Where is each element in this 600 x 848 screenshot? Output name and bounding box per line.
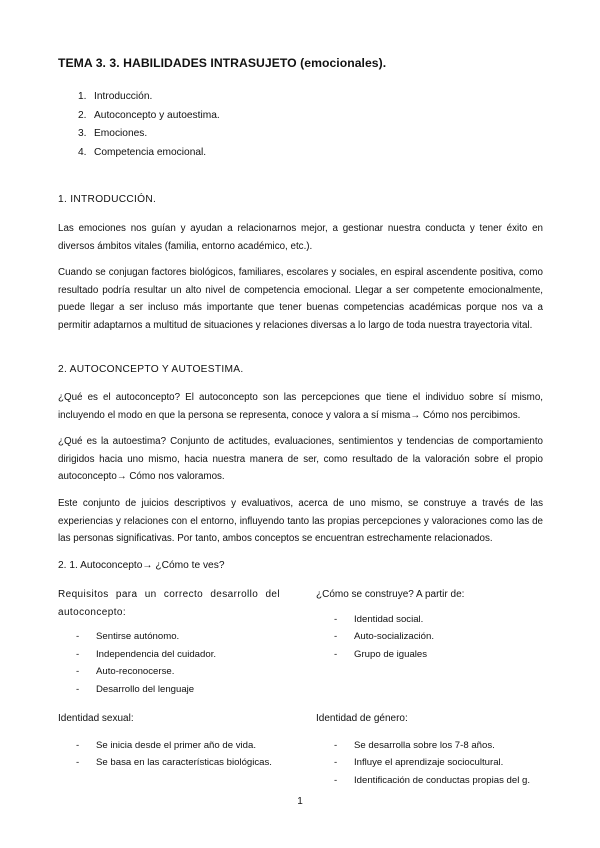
page-title: TEMA 3. 3. HABILIDADES INTRASUJETO (emocionales). (58, 56, 387, 70)
column-heading: ¿Cómo se construye? A partir de: (316, 589, 465, 600)
bullet-list (76, 628, 280, 698)
paragraph: Este conjunto de juicios descriptivos y evaluativos, acerca de uno mismo, se construye a través de las experiencias y relaciones con el entorno, influyendo tanto las propias percepciones y valoraciones como las de las personas significativas. Por tanto, ambos conceptos se encuentran estrechamente relacionados. (58, 498, 543, 544)
bullet-list (334, 737, 556, 790)
column-heading: Requisitos para un correcto desarrollo del autoconcepto: (58, 589, 280, 618)
column-heading: Identidad sexual: (58, 713, 134, 724)
toc-item: 3. Emociones. (78, 128, 148, 139)
paragraph: Cuando se conjugan factores biológicos, familiares, escolares y sociales, en espiral ascendente positiva, como resultado podría resultar un alto nivel de competencia emocional. Llegar a ser competente emocionalmente, puede llegar a ser incluso más importante que tener buenas competencias académicas porque nos va a permitir adaptarnos a multitud de situaciones y relaciones diversas a lo largo de toda nuestra trayectoria vital. (58, 267, 543, 331)
toc-item: 1. Introducción. (78, 91, 153, 102)
identidad-sexual-column (58, 710, 298, 772)
list-item: - Auto-reconocerse. (76, 666, 175, 677)
paragraph: ¿Qué es la autoestima? Conjunto de actitudes, evaluaciones, sentimientos y tendencias de comportamiento dirigidos hacia uno mismo, hacia nuestra manera de ser, como resultado de la valoración sobre el propio autoconcepto→ Cómo nos valoramos. (58, 436, 543, 482)
list-item: - Identidad social. (334, 613, 424, 625)
section-heading-autoconcepto: 2. AUTOCONCEPTO Y AUTOESTIMA. (58, 364, 244, 375)
list-item: - Se inicia desde el primer año de vida. (76, 739, 256, 751)
list-item: - Independencia del cuidador. (76, 648, 217, 660)
toc-item: 2. Autoconcepto y autoestima. (78, 109, 220, 121)
page-number: 1 (297, 796, 303, 807)
list-item: - Sentirse autónomo. (76, 631, 180, 642)
section-heading-introduccion: 1. INTRODUCCIÓN. (58, 194, 157, 205)
bullet-list (334, 611, 546, 664)
paragraph: Las emociones nos guían y ayudan a relacionarnos mejor, a gestionar nuestra conducta y tener éxito en diversos ámbitos vitales (familia, entorno académico, etc.). (58, 223, 543, 252)
identidad-genero-column (316, 710, 556, 789)
list-item: - Desarrollo del lenguaje (76, 683, 195, 695)
list-item: - Identificación de conductas propias del g. (334, 774, 530, 786)
list-item: - Influye el aprendizaje sociocultural. (334, 757, 504, 768)
list-item: - Se basa en las características biológicas. (76, 757, 272, 768)
list-item: - Auto-socialización. (334, 631, 434, 642)
list-item: - Grupo de iguales (334, 648, 428, 660)
subsection-heading: 2. 1. Autoconcepto→ ¿Cómo te ves? (58, 560, 225, 571)
bullet-list (76, 737, 298, 772)
column-heading: Identidad de género: (316, 713, 408, 724)
table-of-contents (78, 88, 220, 162)
construye-column (316, 586, 546, 663)
paragraph: ¿Qué es el autoconcepto? El autoconcepto son las percepciones que tiene el individuo sobre sí mismo, incluyendo el modo en que la persona se representa, conoce y valora a sí misma→ Cómo nos percibimos. (58, 392, 543, 421)
list-item: - Se desarrolla sobre los 7-8 años. (334, 739, 495, 751)
requisitos-column (58, 586, 280, 698)
toc-item: 4. Competencia emocional. (78, 146, 207, 158)
